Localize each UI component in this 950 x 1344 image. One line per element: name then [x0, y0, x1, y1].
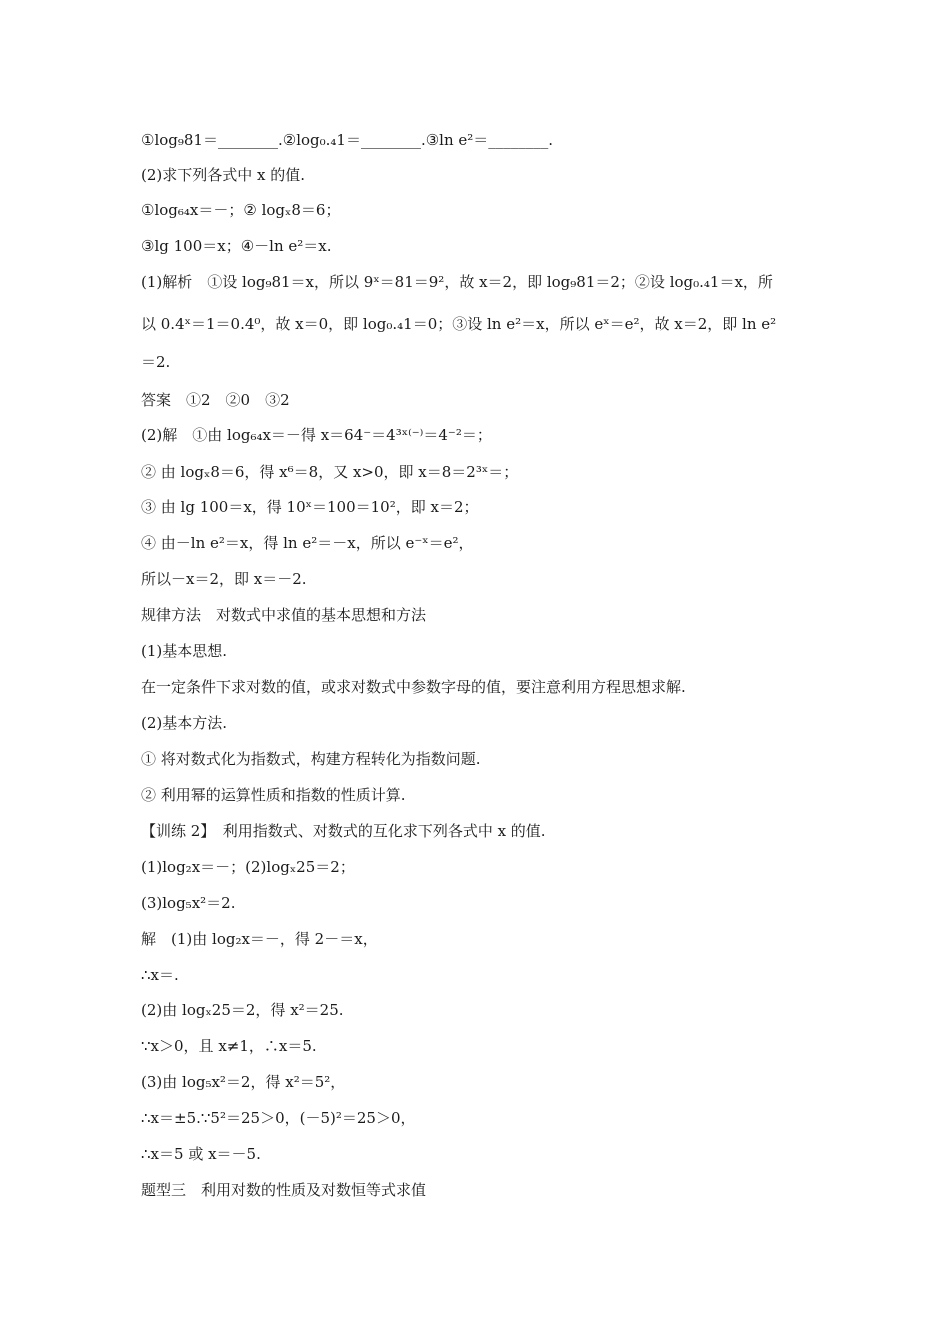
method-approach-2: ② 利用幂的运算性质和指数的性质计算. [141, 786, 406, 804]
method-heading: 规律方法 对数式中求值的基本思想和方法 [141, 606, 427, 624]
method-approach-heading: (2)基本方法. [141, 714, 228, 732]
training-solution-1: 解 (1)由 log₂x＝－，得 2－＝x， [141, 930, 378, 948]
training-solution-3: (2)由 logₓ25＝2，得 x²＝25. [141, 1001, 344, 1019]
training-solution-2: ∴x＝. [141, 966, 179, 984]
training-solution-4: ∵x＞0，且 x≠1，∴x＝5. [141, 1037, 317, 1055]
method-idea-heading: (1)基本思想. [141, 642, 228, 660]
method-idea-text: 在一定条件下求对数的值，或求对数式中参数字母的值，要注意利用方程思想求解. [141, 678, 686, 696]
analysis-line-1: (1)解析 ①设 log₉81＝x，所以 9ˣ＝81＝9²，故 x＝2，即 log₉81＝2；②设 log₀.₄1＝x，所 [141, 273, 773, 291]
method-approach-1: ① 将对数式化为指数式，构建方程转化为指数问题. [141, 750, 481, 768]
solution-step-4: ④ 由－ln e²＝x，得 ln e²＝－x，所以 e⁻ˣ＝e²， [141, 534, 474, 552]
question-2-heading: (2)求下列各式中 x 的值. [141, 166, 306, 184]
training-2-heading: 【训练 2】 利用指数式、对数式的互化求下列各式中 x 的值. [141, 822, 546, 840]
question-2-items-2: ③lg 100＝x；④－ln e²＝x. [141, 237, 332, 255]
solution-step-3: ③ 由 lg 100＝x，得 10ˣ＝100＝10²，即 x＝2； [141, 498, 479, 516]
section-3-heading: 题型三 利用对数的性质及对数恒等式求值 [141, 1181, 427, 1199]
practice-blanks-line: ①log₉81＝________.②log₀.₄1＝________.③ln e²＝________. [141, 131, 554, 149]
question-2-items-1: ①log₆₄x＝－；② logₓ8＝6； [141, 201, 341, 219]
solution-step-5: 所以－x＝2，即 x＝－2. [141, 570, 307, 588]
training-solution-5: (3)由 log₅x²＝2，得 x²＝5²， [141, 1073, 346, 1091]
solution-step-1: (2)解 ①由 log₆₄x＝－得 x＝64⁻＝4³ˣ⁽⁻⁾＝4⁻²＝； [141, 426, 492, 444]
training-solution-6: ∴x＝±5.∵5²＝25＞0，(－5)²＝25＞0， [141, 1109, 416, 1127]
answer-line: 答案 ①2 ②0 ③2 [141, 391, 290, 409]
solution-step-2: ② 由 logₓ8＝6，得 x⁶＝8，又 x>0，即 x＝8＝2³ˣ＝； [141, 463, 519, 481]
analysis-line-3: ＝2. [141, 353, 171, 371]
analysis-line-2: 以 0.4ˣ＝1＝0.4⁰，故 x＝0，即 log₀.₄1＝0；③设 ln e²＝x，所以 eˣ＝e²，故 x＝2，即 ln e² [141, 315, 777, 333]
training-solution-7: ∴x＝5 或 x＝－5. [141, 1145, 261, 1163]
training-2-items-2: (3)log₅x²＝2. [141, 894, 236, 912]
training-2-items-1: (1)log₂x＝－；(2)logₓ25＝2； [141, 858, 355, 876]
